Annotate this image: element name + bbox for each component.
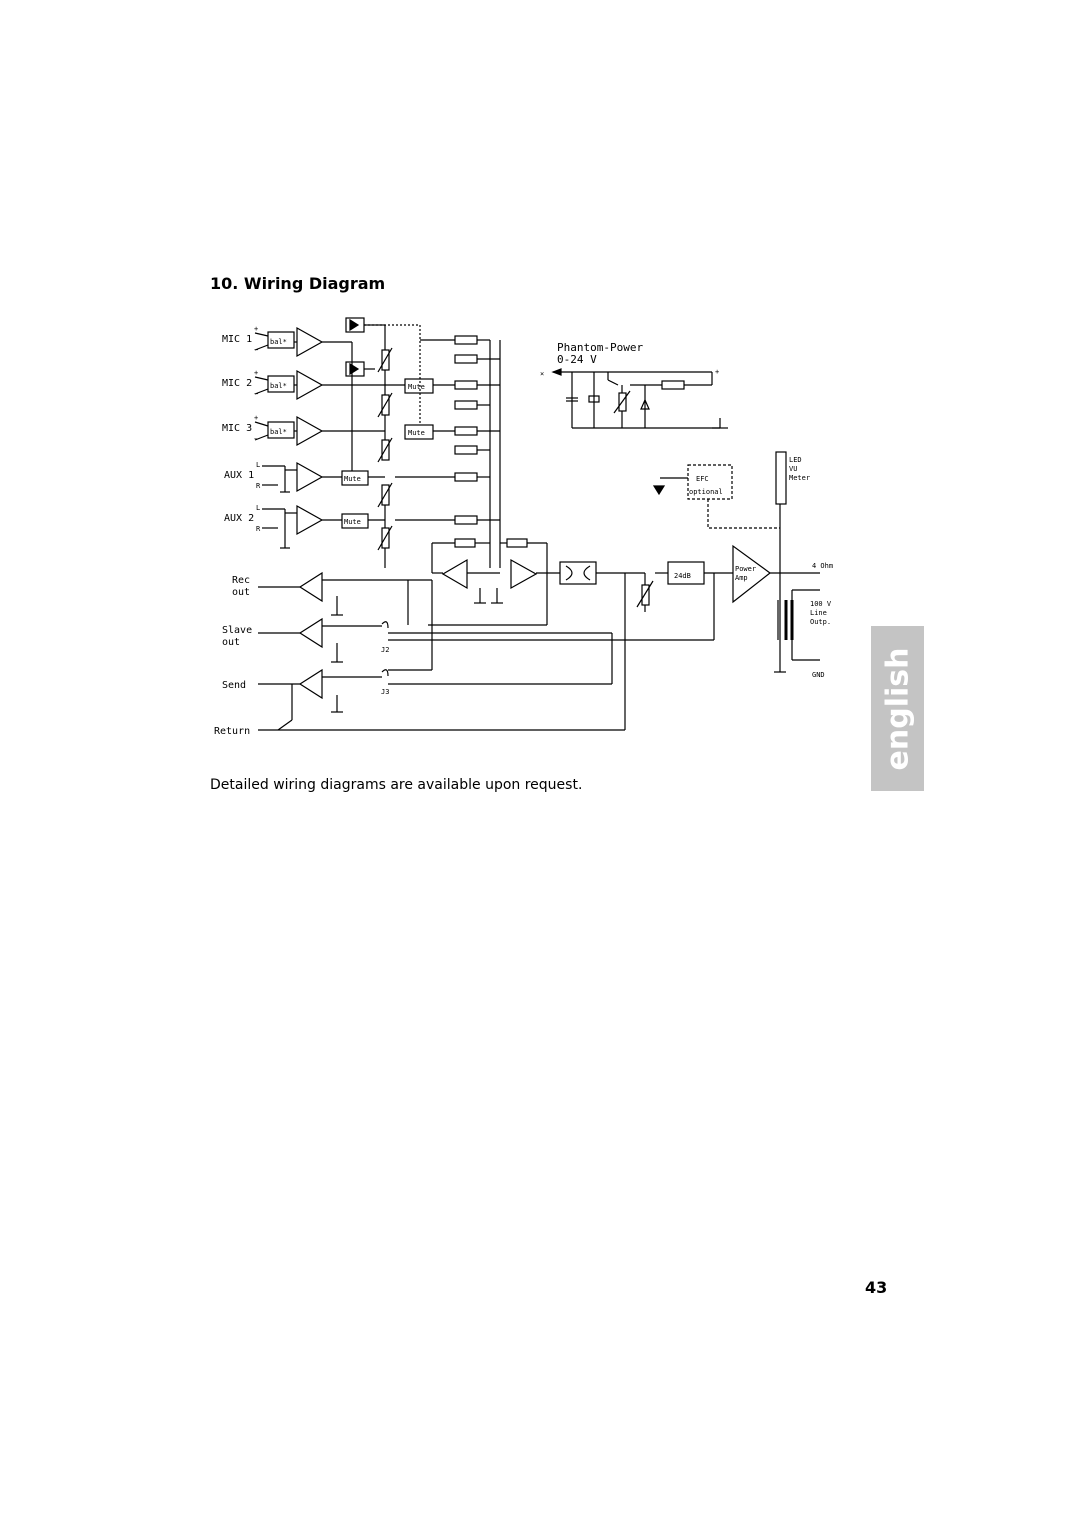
language-tab-label: english: [880, 647, 915, 770]
mic3-minus: −: [254, 435, 259, 443]
phantom-plus-mark: +: [715, 368, 720, 376]
bal-label-2: bal*: [270, 382, 287, 390]
line-label-3: Outp.: [810, 618, 832, 626]
ohm-label: 4 Ohm: [812, 562, 834, 570]
aux2-l-pin: L: [256, 504, 261, 512]
power-amp-label-2: Amp: [735, 574, 748, 582]
language-tab: [871, 626, 924, 791]
mic3-label: MIC 3: [222, 423, 253, 434]
j3-label: J3: [381, 688, 390, 696]
aux1-label: AUX 1: [224, 470, 255, 481]
led-label-1: LED: [789, 456, 802, 464]
line-label-2: Line: [810, 609, 827, 617]
mute-label-1: Mute: [408, 383, 425, 391]
phantom-power-label: Phantom-Power: [557, 341, 644, 354]
aux1-r-pin: R: [256, 482, 261, 490]
aux2-label: AUX 2: [224, 513, 255, 524]
caption: Detailed wiring diagrams are available upon request.: [210, 777, 583, 793]
bal-label-1: bal*: [270, 338, 287, 346]
section-title: 10. Wiring Diagram: [210, 274, 386, 293]
send-label: Send: [222, 680, 247, 691]
rec-out-label: out: [232, 587, 251, 598]
mic1-plus: +: [254, 325, 259, 333]
led-label-3: Meter: [789, 474, 811, 482]
mute-label-3: Mute: [344, 475, 361, 483]
rec-label: Rec: [232, 575, 251, 586]
phantom-range-label: 0-24 V: [557, 353, 597, 366]
page-number: 43: [865, 1278, 888, 1297]
mic2-plus: +: [254, 369, 259, 377]
mic3-plus: +: [254, 414, 259, 422]
mute-label-4: Mute: [344, 518, 361, 526]
led-label-2: VU: [789, 465, 798, 473]
slave-label: Slave: [222, 625, 253, 636]
j2-label: J2: [381, 646, 390, 654]
mute-label-2: Mute: [408, 429, 425, 437]
eq-24db-label: 24dB: [674, 572, 691, 580]
mic1-minus: −: [254, 346, 259, 354]
mic2-minus: −: [254, 390, 259, 398]
gnd-label: GND: [812, 671, 825, 679]
efc-label-1: EFC: [696, 475, 709, 483]
return-label: Return: [214, 726, 251, 737]
slave-out-label: out: [222, 637, 241, 648]
power-amp-label-1: Power: [735, 565, 757, 573]
aux1-l-pin: L: [256, 461, 261, 469]
phantom-x-mark: ×: [540, 370, 545, 378]
mic1-label: MIC 1: [222, 334, 253, 345]
line-label-1: 100 V: [810, 600, 832, 608]
bal-label-3: bal*: [270, 428, 287, 436]
efc-label-2: optional: [689, 488, 723, 496]
aux2-r-pin: R: [256, 525, 261, 533]
mic2-label: MIC 2: [222, 378, 253, 389]
